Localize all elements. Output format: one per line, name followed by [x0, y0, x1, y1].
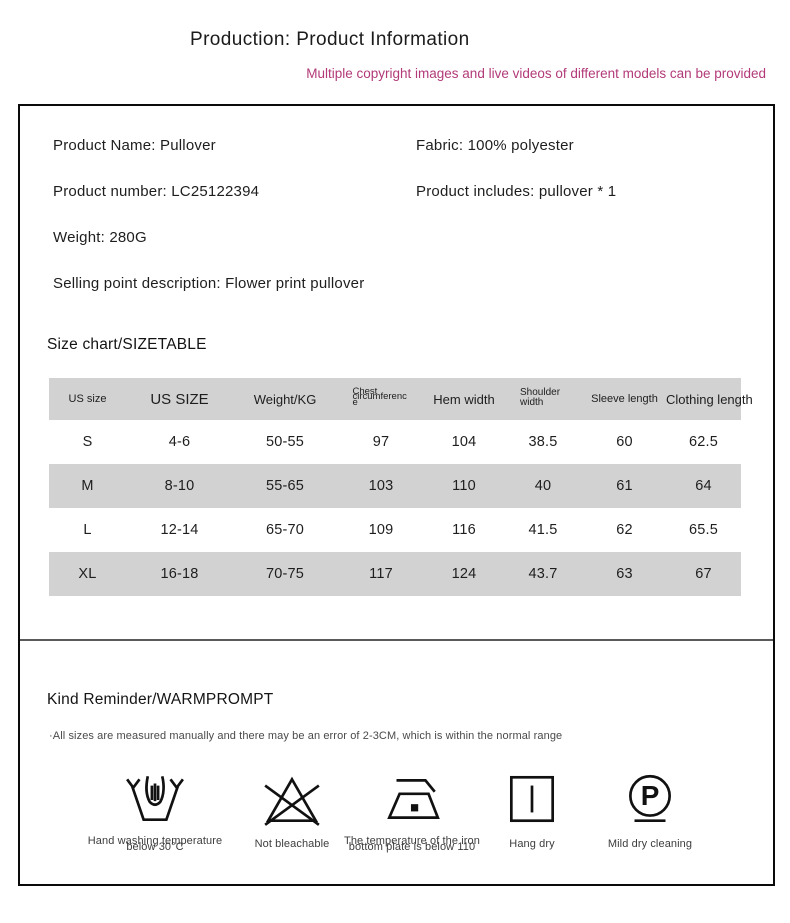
product-fabric: Fabric: 100% polyester: [416, 137, 574, 154]
cell: 116: [452, 522, 476, 538]
cell: 103: [368, 478, 394, 494]
section-divider: [20, 639, 773, 641]
cell: 55-65: [265, 478, 305, 494]
cell: 109: [368, 522, 394, 538]
col-shoulder-width: Shoulder width: [520, 387, 561, 408]
copyright-subtitle: Multiple copyright images and live videos of different models can be provided: [306, 66, 766, 81]
care-label: Mild dry cleaning: [607, 838, 693, 850]
no-bleach-icon: [261, 770, 323, 828]
cell: 70-75: [265, 566, 305, 582]
cell: 65.5: [688, 522, 719, 538]
cell: 61: [616, 478, 633, 494]
cell: 4-6: [168, 434, 191, 450]
cell: L: [83, 522, 92, 538]
cell: 104: [451, 434, 477, 450]
cell: 67: [695, 566, 712, 582]
col-weight: Weight/KG: [253, 391, 317, 407]
reminder-note: ·All sizes are measured manually and there may be an error of 2-3CM, which is within the normal range: [49, 730, 563, 742]
care-label: Not bleachable: [254, 838, 330, 850]
care-label: The temperature of the iron bottom plate is below 110: [344, 835, 480, 853]
cell: 38.5: [528, 434, 558, 450]
cell: 63: [616, 566, 633, 582]
table-row: [49, 464, 741, 508]
product-info-card: [18, 104, 775, 886]
cell: S: [82, 434, 93, 450]
care-item-dry-clean: [570, 770, 730, 850]
table-row: [49, 508, 741, 552]
cell: 41.5: [528, 522, 558, 538]
cell: 65-70: [265, 522, 305, 538]
cell: 64: [695, 478, 712, 494]
col-sleeve-length: Sleeve length: [591, 393, 658, 405]
product-name: Product Name: Pullover: [53, 137, 216, 154]
cell: 97: [372, 434, 390, 450]
cell: 12-14: [160, 522, 199, 538]
product-weight: Weight: 280G: [53, 229, 147, 246]
col-chest: Chest circumference: [352, 385, 407, 408]
col-us-size-caps: US SIZE: [150, 390, 209, 408]
svg-text:P: P: [640, 780, 660, 812]
care-label: Hang dry: [509, 838, 555, 850]
col-hem-width: Hem width: [433, 391, 495, 407]
mild-dry-clean-icon: [619, 770, 681, 828]
product-includes: Product includes: pullover * 1: [416, 183, 617, 200]
size-chart-table: [49, 378, 753, 596]
cell: 16-18: [160, 566, 199, 582]
table-header-row: [49, 378, 741, 420]
cell: M: [81, 478, 94, 494]
cell: 43.7: [528, 566, 558, 582]
cell: 8-10: [164, 478, 195, 494]
hang-dry-icon: [501, 770, 563, 828]
cell: 110: [452, 478, 476, 494]
col-clothing-length: Clothing length: [666, 391, 753, 407]
reminder-heading: Kind Reminder/WARMPROMPT: [47, 691, 274, 708]
cell: 124: [451, 566, 477, 582]
care-item-hand-wash: [75, 770, 235, 853]
product-selling-point: Selling point description: Flower print pullover: [53, 275, 365, 292]
cell: 60: [616, 434, 633, 450]
page-title: Production: Product Information: [190, 29, 470, 50]
care-label: Hand washing temperature below 30°C: [87, 835, 223, 853]
cell: 50-55: [265, 434, 305, 450]
col-us-size: US size: [68, 393, 107, 405]
cell: 62: [616, 522, 633, 538]
cell: 40: [534, 478, 552, 494]
table-row: [49, 420, 741, 464]
table-row: [49, 552, 741, 596]
iron-low-temp-icon: [381, 770, 443, 828]
size-chart-heading: Size chart/SIZETABLE: [47, 336, 207, 353]
product-number: Product number: LC25122394: [53, 183, 260, 200]
cell: XL: [78, 566, 97, 582]
cell: 117: [369, 566, 393, 582]
hand-wash-icon: [124, 770, 186, 828]
cell: 62.5: [688, 434, 719, 450]
